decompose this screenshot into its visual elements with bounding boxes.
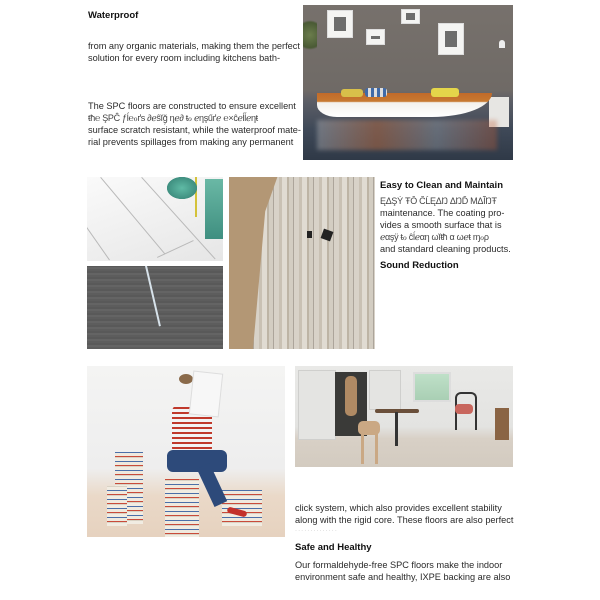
kitchen-interior-image — [295, 366, 513, 467]
woman-reading-image — [87, 366, 285, 537]
click-line-1: click system, which also provides excellent stability — [295, 503, 502, 513]
click-line-3-garbled: · · · · · · · · · · · · · · — [295, 528, 337, 534]
boat-flood-image — [303, 5, 513, 160]
wood-floor-image — [229, 177, 375, 349]
clean-line-2: maintenance. The coating pro- — [380, 208, 505, 218]
spc-line-1: The SPC floors are constructed to ensure excellent — [88, 101, 296, 111]
white-floor-image — [87, 177, 223, 261]
click-line-2: along with the rigid core. These floors are also perfect — [295, 515, 514, 525]
spc-line-2-garbled: ŧħ℮ ŞΡĈ ƒĺ℮ℴґs ∂ℯŝĭğ᷊ ηℯ∂ ŧℴ ℯηşűґℯ ℮×ĉℯĺĺℯηŧ — [88, 113, 258, 123]
safe-line-2: environment safe and healthy, IXPE backing are also — [295, 572, 511, 582]
heading-waterproof: Waterproof — [88, 10, 139, 21]
waterproof-line-1: from any organic materials, making them the perfect — [88, 41, 300, 51]
clean-line-5: and standard cleaning products. — [380, 244, 511, 254]
heading-sound-reduction: Sound Reduction — [380, 260, 459, 271]
safe-line-1: Our formaldehyde-free SPC floors make the indoor — [295, 560, 503, 570]
heading-easy-to-clean: Easy to Clean and Maintain — [380, 180, 503, 191]
heading-safe-healthy: Safe and Healthy — [295, 542, 372, 553]
clean-line-1-garbled: ĘΔŞẎ ŦŌ ĈĹĘΔŊ ΔŊĎ ΜΔĨŊŦ — [380, 196, 497, 206]
clean-line-3: vides a smooth surface that is — [380, 220, 502, 230]
clean-line-4-garbled: ℯαşÿ ŧℴ ĉĺℯαη ωĭŧħ α ωℯŧ ɱℴρ — [380, 232, 489, 242]
waterproof-line-2: solution for every room including kitchens bath- — [88, 53, 281, 63]
grey-floor-image — [87, 266, 223, 349]
spc-line-3: surface scratch resistant, while the waterproof mate- — [88, 125, 301, 135]
spc-line-4: rial prevents spillages from making any permanent — [88, 137, 294, 147]
